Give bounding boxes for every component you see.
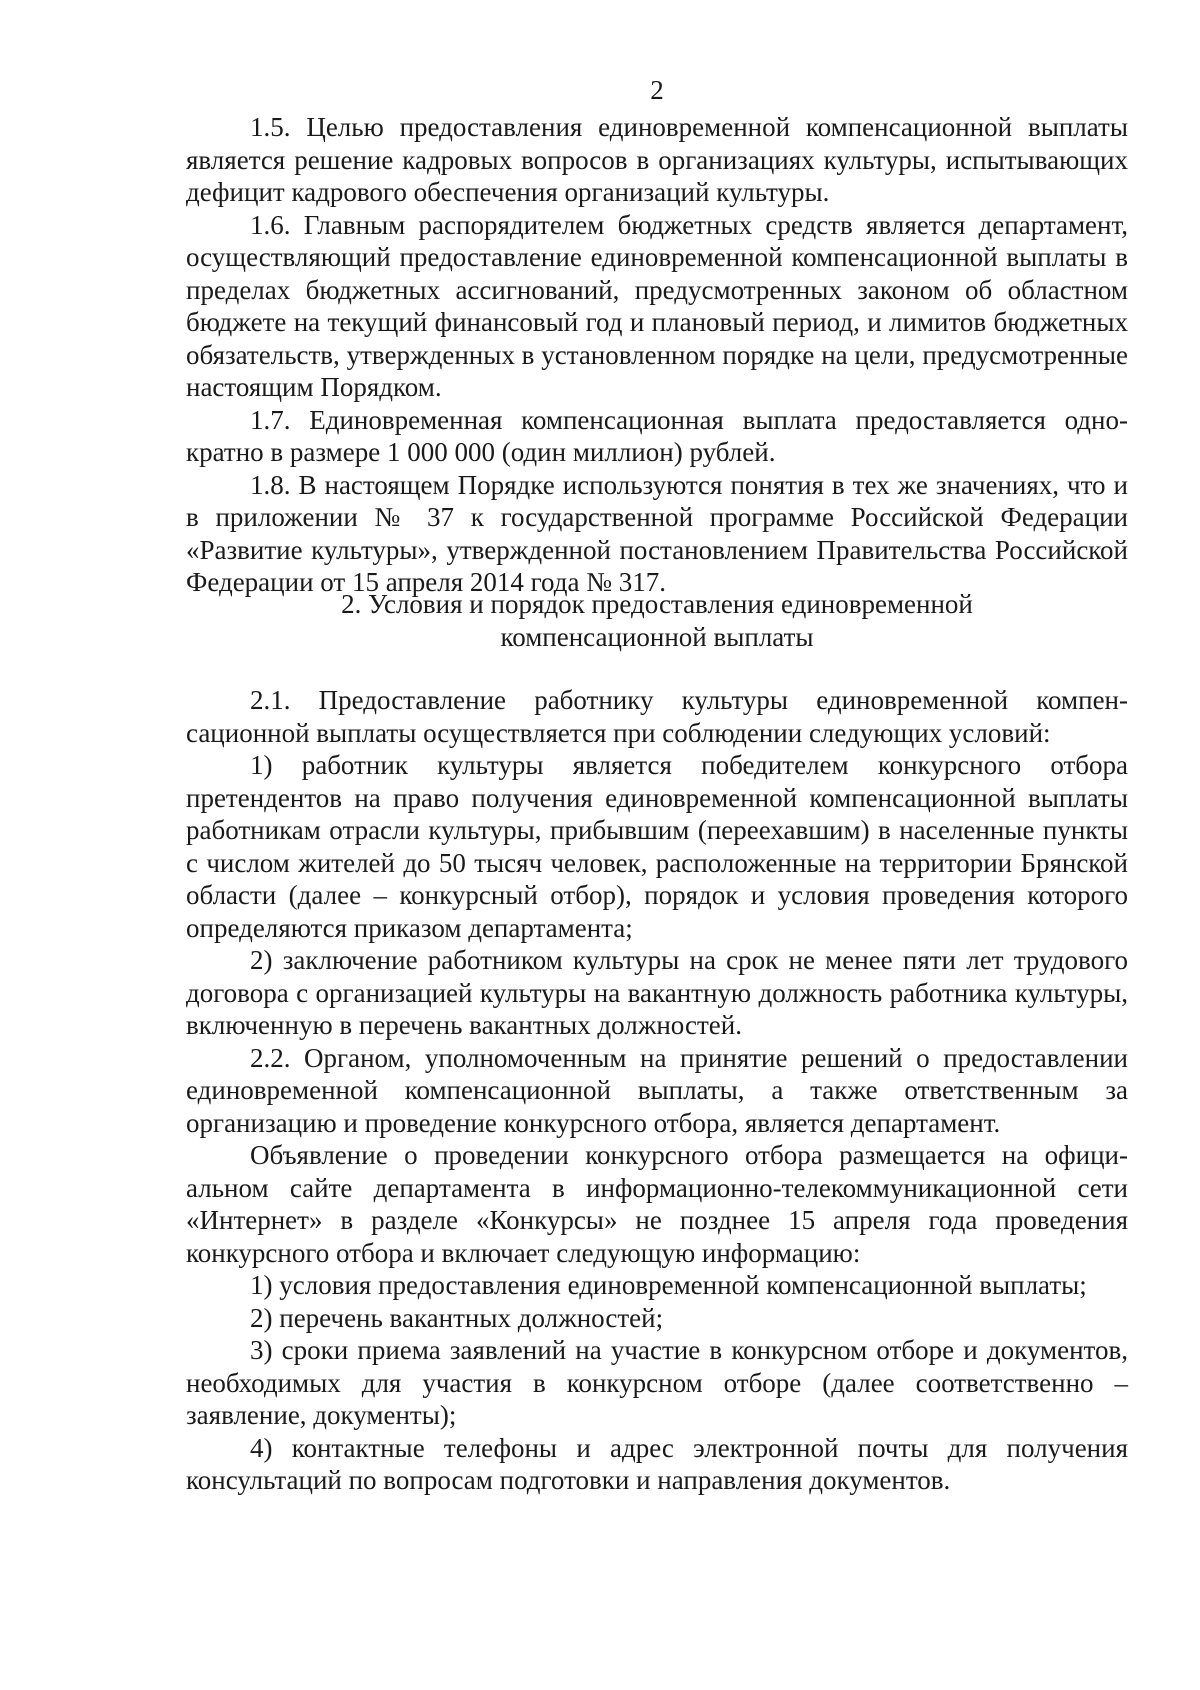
section-2-heading [186, 588, 1128, 653]
list-item-info-2: 2) перечень вакантных должностей; [250, 1302, 664, 1333]
paragraph-2-1: 2.1. Предоставление работнику культуры единовременной компенсационной выплаты осуществляется при соблюдении следующих условий: [186, 685, 1128, 748]
section-1-text [186, 111, 1128, 599]
list-item-condition-1: 1) работник культуры является победителем конкурсного отбора претендентов на право получения единовременной компенсационной выплаты работникам отрасли культуры, прибывшим (переехавшим) в населенные пункты с числом жителей до 50 тысяч человек, расположенные на территории Брянской области (далее – конкурсный отбор), порядок и условия проведения которого определяются приказом департамента; [186, 750, 1128, 943]
list-item-info-3: 3) сроки приема заявлений на участие в конкурсном отборе и документов, необходимых для участия в конкурсном отборе (далее соответственно – заявление, документы); [186, 1335, 1128, 1430]
paragraph-announcement: Объявление о проведении конкурсного отбора размещается на официальном сайте департамента в информационно-телекоммуникационной сети «Интернет» в разделе «Конкурсы» не позднее 15 апреля года проведения конкурсного отбора и включает следующую информацию: [186, 1140, 1128, 1268]
paragraph-2-2: 2.2. Органом, уполномоченным на принятие решений о предоставлении единовременной компенсационной выплаты, а также ответственным за организацию и проведение конкурсного отбора, является департамент. [186, 1042, 1128, 1138]
paragraph-1-7: 1.7. Единовременная компенсационная выплата предоставляется однократно в размере 1 000 000 (один миллион) рублей. [186, 404, 1128, 467]
paragraph-1-5: 1.5. Целью предоставления единовременной компенсационной выплаты является решение кадровых вопросов в организациях культуры, испытывающих дефицит кадрового обеспечения организаций культуры. [186, 112, 1128, 207]
list-item-info-4: 4) контактные телефоны и адрес электронной почты для получения консультаций по вопросам подготовки и направления документов. [186, 1432, 1128, 1495]
paragraph-1-6: 1.6. Главным распорядителем бюджетных средств является департамент, осуществляющий предоставление единовременной компенсационной выплаты в пределах бюджетных ассигнований, предусмотренных законом об областном бюджете на текущий финансовый год и плановый период, и лимитов бюджетных обязательств, утвержденных в установленном порядке на цели, предусмотренные настоящим Порядком. [186, 209, 1128, 402]
section-2-heading-line-2: компенсационной выплаты [500, 621, 814, 652]
list-item-condition-2: 2) заключение работником культуры на срок не менее пяти лет трудового договора с организацией культуры на вакантную должность работника культуры, включенную в перечень вакантных должностей. [186, 945, 1128, 1040]
section-2-heading-line-1: 2. Условия и порядок предоставления единовременной [341, 589, 973, 619]
paragraph-1-8: 1.8. В настоящем Порядке используются понятия в тех же значениях, что и в приложении № 37 к государственной программе Российской Федерации «Развитие культуры», утвержденной постановлением Правительства Российской Федерации от 15 апреля 2014 года № 317. [186, 469, 1128, 597]
section-2-text [186, 684, 1128, 1497]
page-number: 2 [650, 75, 664, 105]
list-item-info-1: 1) условия предоставления единовременной компенсационной выплаты; [250, 1270, 1087, 1300]
